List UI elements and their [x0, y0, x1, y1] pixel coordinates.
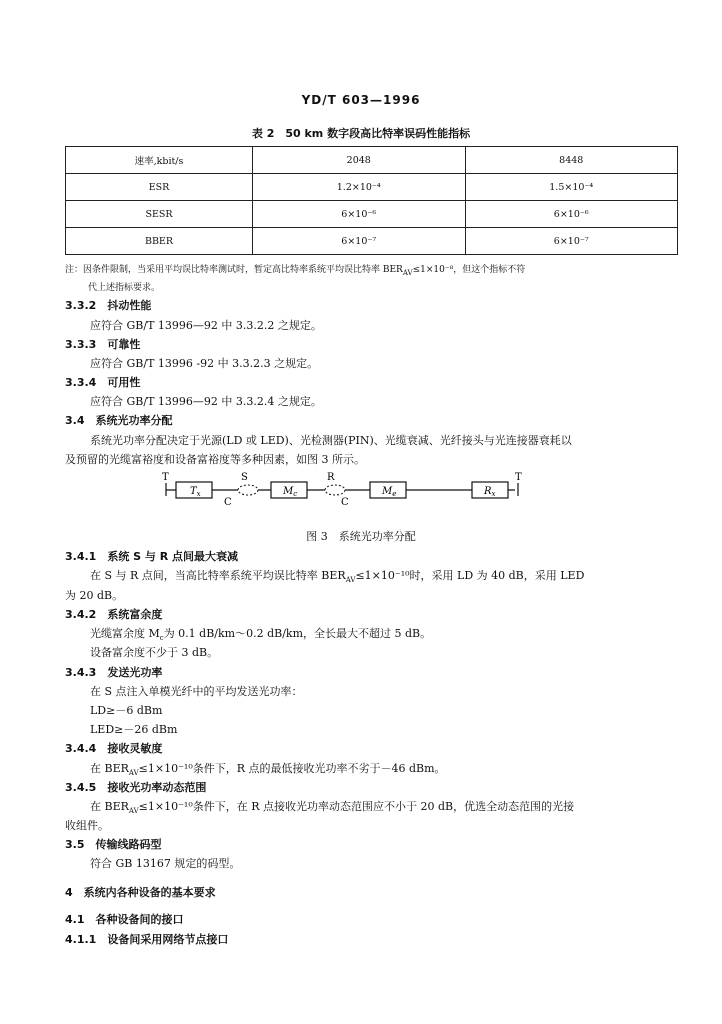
section-text: 应符合 GB/T 13996—92 中 3.3.2.2 之规定。 — [90, 319, 322, 332]
fig-label-t-right: T — [515, 472, 522, 483]
table-row — [66, 201, 678, 228]
table-cell: 6×10⁻⁶ — [253, 201, 466, 228]
fig-box-mc-label: $M_c$ — [283, 486, 298, 498]
section-heading: 3.4.1 系统 S 与 R 点间最大衰减 — [65, 550, 239, 563]
table-note-line2: 代上述指标要求。 — [88, 283, 161, 293]
section-heading: 3.5 传输线路码型 — [65, 838, 162, 851]
section-heading: 3.4.5 接收光功率动态范围 — [65, 781, 207, 794]
section-heading: 3.4 系统光功率分配 — [65, 414, 173, 427]
fig-connector-s — [238, 485, 258, 495]
section-heading: 4.1 各种设备间的接口 — [65, 913, 184, 926]
section-heading: 3.4.4 接收灵敏度 — [65, 742, 163, 755]
table-cell: BBER — [66, 228, 253, 255]
fig-label-t-left: T — [162, 472, 169, 483]
section-text: 收组件。 — [65, 819, 109, 832]
fig-label-r: R — [327, 472, 335, 483]
table-cell: 6×10⁻⁷ — [465, 228, 678, 255]
section-text: LD≥－6 dBm — [90, 704, 163, 717]
table-cell: SESR — [66, 201, 253, 228]
note-text: 注：因条件限制，当采用平均误比特率测试时，暂定高比特率系统平均误比特率 BER — [65, 265, 403, 275]
fig-label-c2: C — [341, 497, 349, 508]
section-text: 光缆富余度 $M_c$为 0.1 dB/km～0.2 dB/km，全长最大不超过 5 dB。 — [90, 627, 432, 643]
note-text-b: ≤1×10⁻⁸，但这个指标不符 — [412, 265, 526, 275]
section-text: 在 S 与 R 点间，当高比特率系统平均误比特率 $BER_{AV}\le 1\times 10^{-10}$时，采用 LD 为 40 dB，采用 LED — [90, 569, 585, 585]
table-cell: 1.5×10⁻⁴ — [465, 174, 678, 201]
chapter-heading: 4 系统内各种设备的基本要求 — [65, 886, 216, 899]
section-text: 应符合 GB/T 13996—92 中 3.3.2.4 之规定。 — [90, 395, 322, 408]
section-text: 符合 GB 13167 规定的码型。 — [90, 857, 241, 870]
section-text: 在 S 点注入单模光纤中的平均发送光功率： — [90, 685, 303, 698]
section-heading: 4.1.1 设备间采用网络节点接口 — [65, 933, 229, 946]
section-text: 在 $BER_{AV}\le 1\times 10^{-10}$条件下，在 R 点接收光功率动态范围应不小于 20 dB，优选全动态范围的光接 — [90, 800, 575, 816]
section-text: 在 $BER_{AV}\le 1\times 10^{-10}$条件下，R 点的最低接收光功率不劣于－46 dBm。 — [90, 762, 446, 778]
figure-caption: 图 3 系统光功率分配 — [306, 530, 416, 543]
table-cell: 1.2×10⁻⁴ — [253, 174, 466, 201]
fig-connector-r — [325, 485, 345, 495]
section-text: 系统光功率分配决定于光源(LD 或 LED)、光检测器(PIN)、光缆衰减、光纤接头与光连接器衰耗以 — [90, 434, 572, 447]
fig-box-me-label: $M_e$ — [382, 486, 397, 498]
table-note — [65, 262, 525, 277]
fig-box-rx-label: $R_x$ — [484, 486, 496, 498]
section-text: LED≥－26 dBm — [90, 723, 178, 736]
table-row — [66, 228, 678, 255]
fig-label-c1: C — [224, 497, 232, 508]
table-cell: 6×10⁻⁷ — [253, 228, 466, 255]
section-heading: 3.3.3 可靠性 — [65, 338, 141, 351]
section-heading: 3.3.2 抖动性能 — [65, 299, 152, 312]
section-text: 应符合 GB/T 13996 -92 中 3.3.2.3 之规定。 — [90, 357, 319, 370]
table-header-cell: 8448 — [465, 147, 678, 174]
section-heading: 3.3.4 可用性 — [65, 376, 141, 389]
section-text: 设备富余度不少于 3 dB。 — [90, 646, 219, 659]
table-caption: 表 2 50 km 数字段高比特率误码性能指标 — [251, 127, 471, 140]
table-cell: 6×10⁻⁶ — [465, 201, 678, 228]
ber-table — [65, 146, 678, 255]
note-sub: AV — [402, 268, 413, 277]
fig-label-s: S — [241, 472, 248, 483]
table-header-cell: 速率,kbit/s — [66, 147, 253, 174]
table-row — [66, 174, 678, 201]
page-header: YD/T 603—1996 — [301, 93, 421, 107]
fig-box-tx-label: $T_x$ — [190, 486, 201, 498]
section-heading: 3.4.2 系统富余度 — [65, 608, 163, 621]
power-allocation-figure — [140, 468, 580, 516]
table-header-cell: 2048 — [253, 147, 466, 174]
section-heading: 3.4.3 发送光功率 — [65, 666, 163, 679]
table-header-row — [66, 147, 678, 174]
section-text: 为 20 dB。 — [65, 589, 124, 602]
section-text: 及预留的光缆富裕度和设备富裕度等多种因素，如图 3 所示。 — [65, 453, 365, 466]
table-cell: ESR — [66, 174, 253, 201]
